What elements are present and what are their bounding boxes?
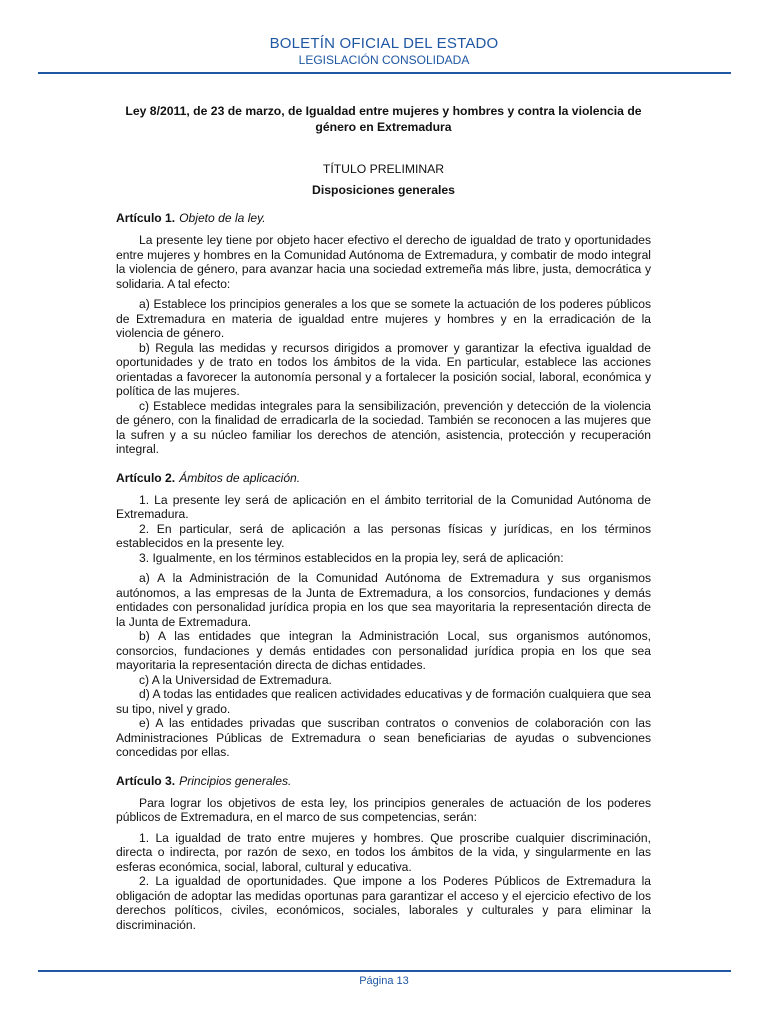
article-2-para-3: 3. Igualmente, en los términos establecidos en la propia ley, será de aplicación: <box>139 550 564 565</box>
article-2-item-c: c) A la Universidad de Extremadura. <box>139 672 332 687</box>
article-name: Ámbitos de aplicación. <box>179 470 301 485</box>
article-number: Artículo 1. <box>116 211 176 225</box>
article-2-item-d: d) A todas las entidades que realicen actividades educativas y de formación cualquiera que sea su tipo, nivel y grado. <box>116 687 651 716</box>
section-heading: Disposiciones generales <box>312 183 455 197</box>
article-3-item-1: 1. La igualdad de trato entre mujeres y hombres. Que proscribe cualquier discriminación, directa o indirecta, por razón de sexo, en todos los ámbitos de la vida, y singularmente en las esferas económica, social, laboral, cultural y educativa. <box>116 830 651 874</box>
article-2-para-1: 1. La presente ley será de aplicación en el ámbito territorial de la Comunidad Autónoma de Extremadura. <box>116 492 651 521</box>
page-number: Página 13 <box>359 975 409 987</box>
article-2-para-2: 2. En particular, será de aplicación a las personas físicas y jurídicas, en los términos establecidos en la presente ley. <box>116 521 651 550</box>
article-2-item-a: a) A la Administración de la Comunidad Autónoma de Extremadura y sus organismos autónomos, a las empresas de la Junta de Extremadura, a los consorcios, fundaciones y demás entidades con personalidad jurídica propia en los que sea mayoritaria la representación directa de la Junta de Extremadura. <box>116 571 651 629</box>
article-number: Artículo 2. <box>116 470 176 485</box>
article-3-intro: Para lograr los objetivos de esta ley, los principios generales de actuación de los poderes públicos de Extremadura, en el marco de sus competencias, serán: <box>116 795 651 824</box>
header-divider <box>38 72 731 74</box>
article-1-item-b: b) Regula las medidas y recursos dirigidos a promover y garantizar la efectiva igualdad de oportunidades y de trato en todos los ámbitos de la vida. En particular, establece las acciones orientadas a favorecer la autonomía personal y a fortalecer la posición social, laboral, económica y política de las mujeres. <box>116 340 651 398</box>
bulletin-subtitle: LEGISLACIÓN CONSOLIDADA <box>298 53 470 67</box>
article-1-heading <box>116 211 651 226</box>
article-1-intro: La presente ley tiene por objeto hacer efectivo el derecho de igualdad de trato y oportunidades entre mujeres y hombres en la Comunidad Autónoma de Extremadura, y combatir de modo integral la violencia de género, para avanzar hacia una sociedad extremeña más libre, justa, democrática y solidaria. A tal efecto: <box>116 233 651 291</box>
article-2-heading <box>116 471 651 486</box>
article-number: Artículo 3. <box>116 773 176 788</box>
article-3-item-2: 2. La igualdad de oportunidades. Que impone a los Poderes Públicos de Extremadura la obligación de adoptar las medidas oportunas para garantizar el acceso y el ejercicio efectivo de los derechos políticos, civiles, económicos, sociales, laborales y culturales y para eliminar la discriminación. <box>116 874 651 932</box>
bulletin-title: BOLETÍN OFICIAL DEL ESTADO <box>269 35 499 52</box>
article-2-item-b: b) A las entidades que integran la Administración Local, sus organismos autónomos, consorcios, fundaciones y demás entidades con personalidad jurídica propia en los que sea mayoritaria la representación directa de dichas entidades. <box>116 629 651 672</box>
law-title: Ley 8/2011, de 23 de marzo, de Igualdad entre mujeres y hombres y contra la violencia de género en Extremadura <box>125 104 642 134</box>
article-1-item-c: c) Establece medidas integrales para la sensibilización, prevención y detección de la violencia de género, con la finalidad de erradicarla de la sociedad. También se reconocen a las mujeres que la sufren y a su núcleo familiar los derechos de atención, asistencia, protección y recuperación integral. <box>116 398 651 456</box>
article-3-heading <box>116 774 651 789</box>
article-name: Principios generales. <box>179 773 292 788</box>
document-body <box>116 103 651 932</box>
article-2-item-e: e) A las entidades privadas que suscriban contratos o convenios de colaboración con las Administraciones Públicas de Extremadura o sean beneficiarias de ayudas o subvenciones concedidas por ellas. <box>116 716 651 759</box>
page-header <box>0 34 768 68</box>
footer-divider <box>38 970 731 972</box>
titulo-heading: TÍTULO PRELIMINAR <box>322 162 445 176</box>
article-name: Objeto de la ley. <box>179 211 266 225</box>
article-1-item-a: a) Establece los principios generales a los que se somete la actuación de los poderes públicos de Extremadura en materia de igualdad entre mujeres y hombres y en la erradicación de la violencia de género. <box>116 297 651 340</box>
